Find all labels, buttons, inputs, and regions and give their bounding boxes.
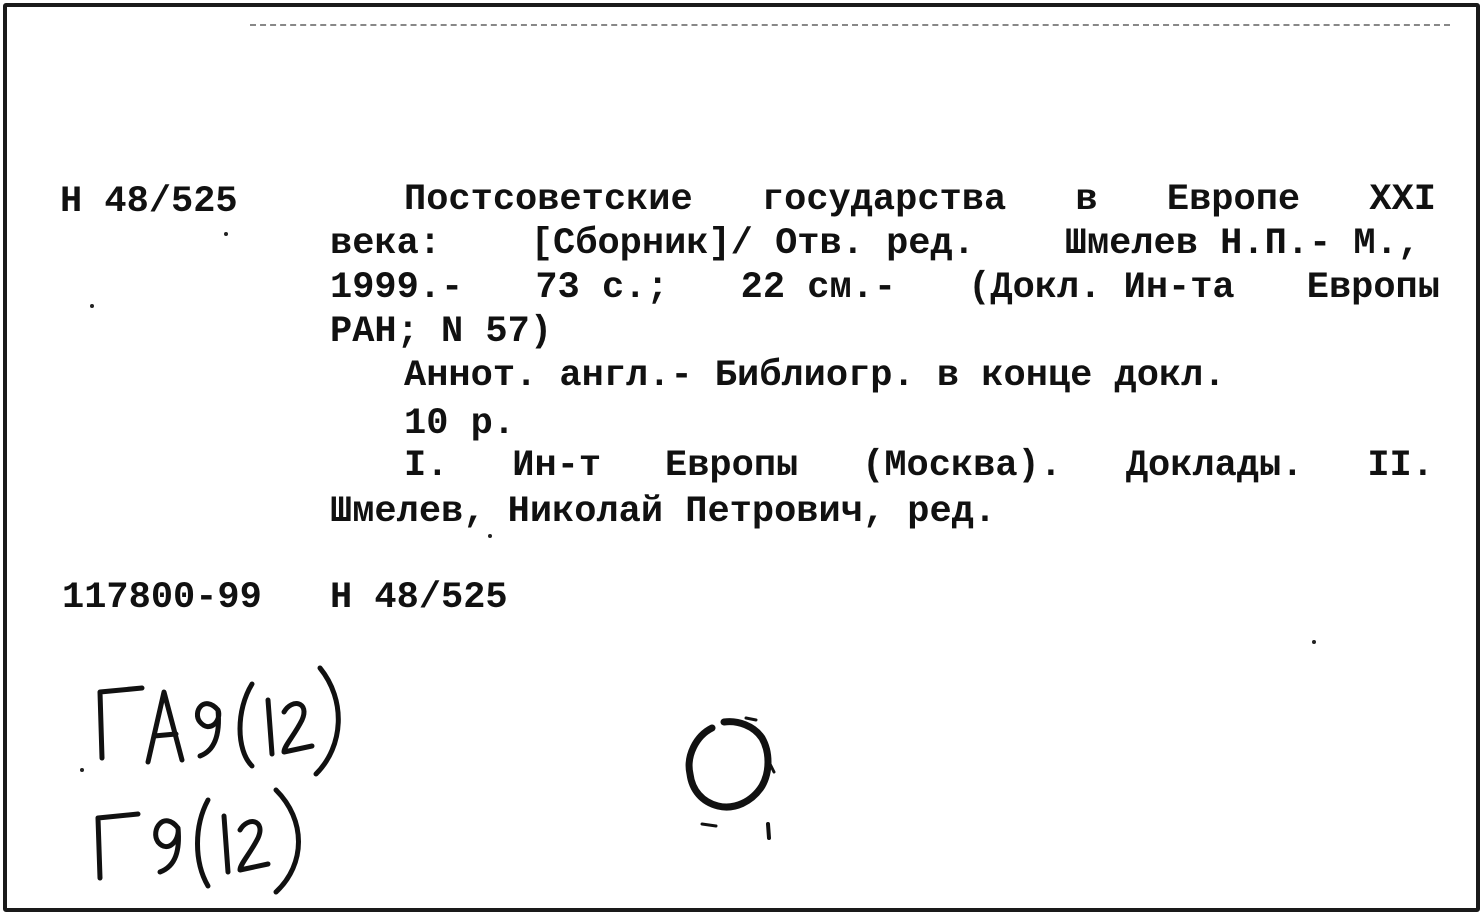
title-word: Европе xyxy=(1166,179,1301,221)
scan-speck xyxy=(224,232,228,236)
publication-segment: 1999.- xyxy=(330,267,464,309)
tracing-word: II. xyxy=(1367,445,1434,487)
title-segment: века: xyxy=(330,223,442,265)
title-word: XXI xyxy=(1369,179,1436,221)
hand-drawn-circle-mark xyxy=(672,706,792,846)
title-segment: [Сборник]/ Отв. ред. xyxy=(530,223,975,265)
title-line-3 xyxy=(330,266,1440,310)
call-number: Н 48/525 xyxy=(60,181,238,223)
publication-segment: 73 с.; xyxy=(535,267,669,309)
tracing-line-2: Шмелев, Николай Петрович, ред. xyxy=(330,491,997,533)
shelf-mark: Н 48/525 xyxy=(330,577,508,619)
title-word: государства xyxy=(761,179,1007,221)
scan-speck xyxy=(90,304,94,308)
publication-segment: (Докл. Ин-та xyxy=(968,267,1235,309)
scan-speck xyxy=(1312,640,1316,644)
publication-segment: Европы xyxy=(1306,267,1440,309)
accession-number: 117800-99 xyxy=(62,577,262,619)
title-word: в xyxy=(1075,179,1098,221)
tracing-word: I. xyxy=(404,445,449,487)
handwritten-classification xyxy=(80,650,360,900)
tracing-line-1 xyxy=(404,444,1434,488)
tracing-word: Доклады. xyxy=(1125,445,1304,487)
tracing-word: (Москва). xyxy=(862,445,1062,487)
title-segment: Шмелев Н.П.- М., xyxy=(1064,223,1420,265)
publication-segment: 22 см.- xyxy=(740,267,897,309)
title-line-1 xyxy=(404,178,1436,222)
scan-speck xyxy=(488,534,492,538)
top-dotted-rule xyxy=(250,24,1450,26)
title-line-2 xyxy=(330,222,1420,266)
tracing-word: Европы xyxy=(665,445,799,487)
title-word: Постсоветские xyxy=(404,179,693,221)
price-note: 10 р. xyxy=(404,403,516,445)
tracing-word: Ин-т xyxy=(512,445,602,487)
annotation-note: Аннот. англ.- Библиогр. в конце докл. xyxy=(404,355,1226,397)
series-line: РАН; N 57) xyxy=(330,311,553,353)
